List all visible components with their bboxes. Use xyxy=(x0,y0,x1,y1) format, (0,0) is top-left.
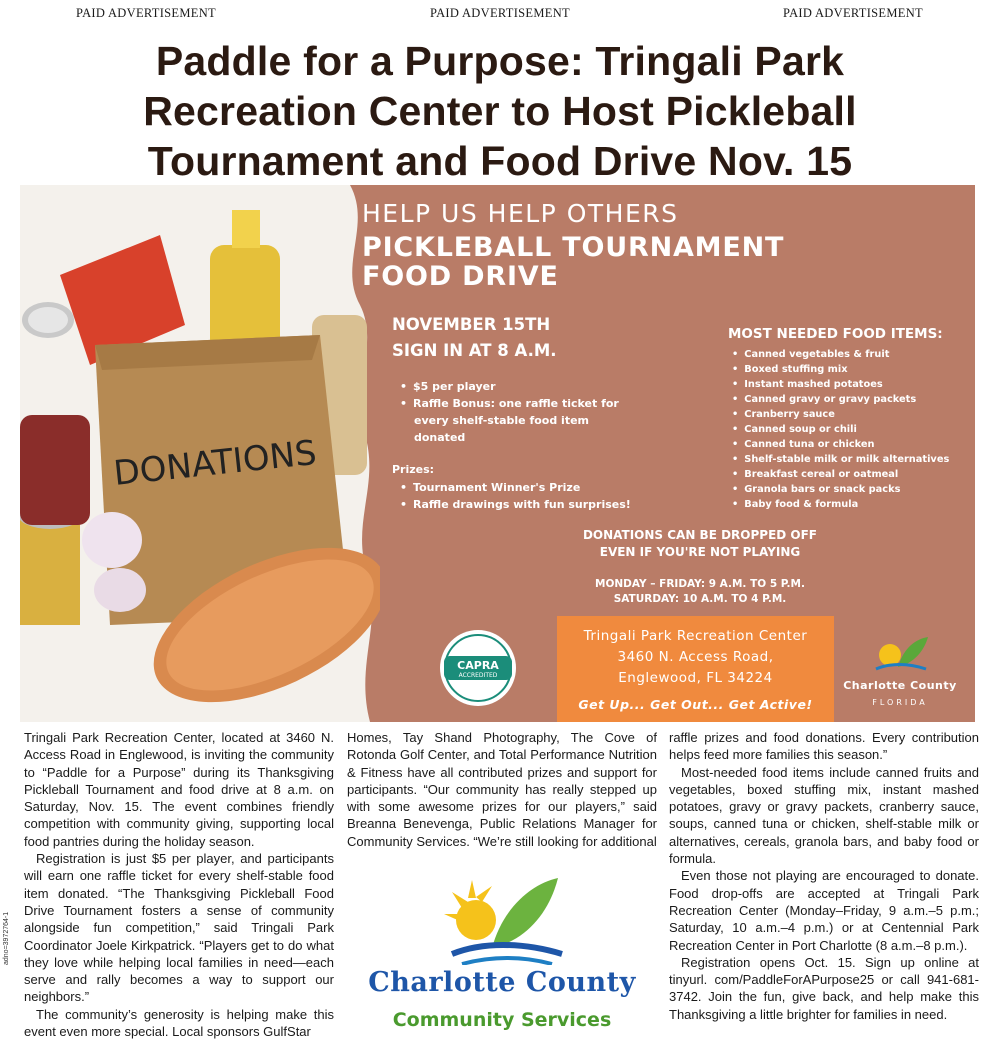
poster-date-line: NOVEMBER 15TH xyxy=(392,315,551,334)
prize-item: • Tournament Winner's Prize xyxy=(400,479,631,496)
dropoff-hours xyxy=(540,577,860,607)
article-column-3 xyxy=(669,729,979,1023)
article-paragraph: Most-needed food items include canned fruits and vegetables, boxed stuffing mix, instant mashed potatoes, gravy or gravy packets, cranberry sauce, soups, canned tuna or chicken, shelf-stable milk or alternatives, cereals, granola bars, and baby food or formula. xyxy=(669,764,979,867)
needed-item: • Granola bars or snack packs xyxy=(732,482,949,497)
capra-badge xyxy=(428,625,528,716)
needed-item: • Baby food & formula xyxy=(732,497,949,512)
address-line: 3460 N. Access Road, xyxy=(617,649,774,665)
prizes-label: Prizes: xyxy=(392,463,435,476)
poster-bullet: • Raffle Bonus: one raffle ticket for xyxy=(400,395,640,412)
poster-logo-state: FLORIDA xyxy=(872,698,928,707)
bag-donations-label: DONATIONS xyxy=(111,432,319,494)
capra-label: CAPRA xyxy=(457,659,499,672)
needed-item: • Instant mashed potatoes xyxy=(732,377,949,392)
needed-item: • Breakfast cereal or oatmeal xyxy=(732,467,949,482)
article-paragraph: Registration is just $5 per player, and participants will earn one raffle ticket for every shelf-stable food item donated. “The Thanksgiving Pickleball Food Drive Tournament fosters a sense of community alongside fun competition,” said Tringali Park Coordinator Joele Kirkpatrick. “Players get to do what they love while helping local families in need—each serve and rally becomes a way to support our neighbors.” xyxy=(24,851,334,1005)
poster-logo-name: Charlotte County xyxy=(843,679,957,692)
article-column-1 xyxy=(24,729,334,1040)
capra-sub: ACCREDITED xyxy=(458,672,498,679)
prizes-list xyxy=(400,479,631,513)
hours-line: SATURDAY: 10 A.M. TO 4 P.M. xyxy=(613,593,787,605)
address-box xyxy=(557,616,834,722)
poster-bullet-continuation: donated xyxy=(414,431,466,444)
sun-leaf-wave-icon xyxy=(347,865,657,965)
article-paragraph: Tringali Park Recreation Center, located at 3460 N. Access Road in Englewood, is inviting the community to “Paddle for a Purpose” during its Thanksgiving Pickleball Tournament and food drive at 8 a.m. on Saturday, Nov. 15. The event combines friendly competition with community giving, supporting local food pantries during the holiday season. xyxy=(24,730,334,849)
event-poster xyxy=(20,185,975,722)
poster-date xyxy=(392,312,557,364)
headline xyxy=(20,36,980,186)
ad-number: adno=3972764-1 xyxy=(3,911,10,965)
paid-advertisement-label: PAID ADVERTISEMENT xyxy=(76,6,216,20)
needed-item: • Canned tuna or chicken xyxy=(732,437,949,452)
poster-tagline: Get Up... Get Out... Get Active! xyxy=(578,697,813,712)
article-paragraph: The community’s generosity is helping make this event even more special. Local sponsors GulfStar xyxy=(24,1006,334,1040)
poster-help-line: HELP US HELP OTHERS xyxy=(362,199,679,228)
needed-items-list xyxy=(732,347,949,512)
headline-line: Paddle for a Purpose: Tringali Park xyxy=(155,38,845,84)
article-paragraph: Homes, Tay Shand Photography, The Cove of Rotonda Golf Center, and Total Performance Nutrition & Fitness have all contributed prizes and support for participants. “Our community has really stepped up with some awesome prizes for our players,” said Breanna Benevenga, Public Relations Manager for Community Services. “We’re still looking for additional xyxy=(347,730,657,849)
poster-bullet: • $5 per player xyxy=(400,378,640,395)
needed-item: • Canned soup or chili xyxy=(732,422,949,437)
needed-item: • Canned gravy or gravy packets xyxy=(732,392,949,407)
dropoff-line: DONATIONS CAN BE DROPPED OFF xyxy=(582,528,818,542)
article-column-2 xyxy=(347,729,657,859)
charlotte-county-poster-logo xyxy=(835,633,965,707)
article-paragraph: raffle prizes and food donations. Every contribution helps feed more families this season.” xyxy=(669,730,979,763)
prize-item: • Raffle drawings with fun surprises! xyxy=(400,496,631,513)
needed-item: • Shelf-stable milk or milk alternatives xyxy=(732,452,949,467)
needed-items-title: MOST NEEDED FOOD ITEMS: xyxy=(728,326,943,342)
headline-line: Recreation Center to Host Pickleball xyxy=(143,88,857,134)
footer-logo-name: Charlotte County xyxy=(368,967,636,998)
headline-line: Tournament and Food Drive Nov. 15 xyxy=(147,138,853,184)
poster-bullets xyxy=(400,378,640,446)
needed-item: • Cranberry sauce xyxy=(732,407,949,422)
hours-line: MONDAY – FRIDAY: 9 A.M. TO 5 P.M. xyxy=(595,578,805,590)
paid-advertisement-label: PAID ADVERTISEMENT xyxy=(430,6,570,20)
dropoff-line: EVEN IF YOU'RE NOT PLAYING xyxy=(599,545,801,559)
poster-title xyxy=(362,233,784,291)
paid-advertisement-label: PAID ADVERTISEMENT xyxy=(783,6,923,20)
poster-bullet-continuation: every shelf-stable food item xyxy=(414,414,590,427)
poster-title-line: FOOD DRIVE xyxy=(362,261,559,292)
poster-date-line: SIGN IN AT 8 A.M. xyxy=(392,341,557,360)
address-line: Tringali Park Recreation Center xyxy=(583,628,808,644)
article-paragraph: Registration opens Oct. 15. Sign up online at tinyurl. com/PaddleForAPurpose25 or call 941-681-3742. Join the fun, give back, and help make this Thanksgiving a little brighter for families in need. xyxy=(669,954,979,1022)
sun-leaf-icon xyxy=(870,633,930,673)
needed-item: • Canned vegetables & fruit xyxy=(732,347,949,362)
needed-item: • Boxed stuffing mix xyxy=(732,362,949,377)
dropoff-note xyxy=(540,527,860,561)
donations-photo xyxy=(20,185,380,722)
charlotte-county-community-services-logo xyxy=(347,865,657,1045)
address-line: Englewood, FL 34224 xyxy=(618,670,773,686)
footer-logo-subtitle: Community Services xyxy=(392,1009,612,1031)
poster-title-line: PICKLEBALL TOURNAMENT xyxy=(362,232,785,263)
article-paragraph: Even those not playing are encouraged to donate. Food drop-offs are accepted at Tringali Park Recreation Center (Monday–Friday, 9 a.m.–5 p.m.; Saturday, 10 a.m.–4 p.m.) or at Centennial Park Recreation Center in Port Charlotte (8 a.m.–8 p.m.). xyxy=(669,868,979,953)
